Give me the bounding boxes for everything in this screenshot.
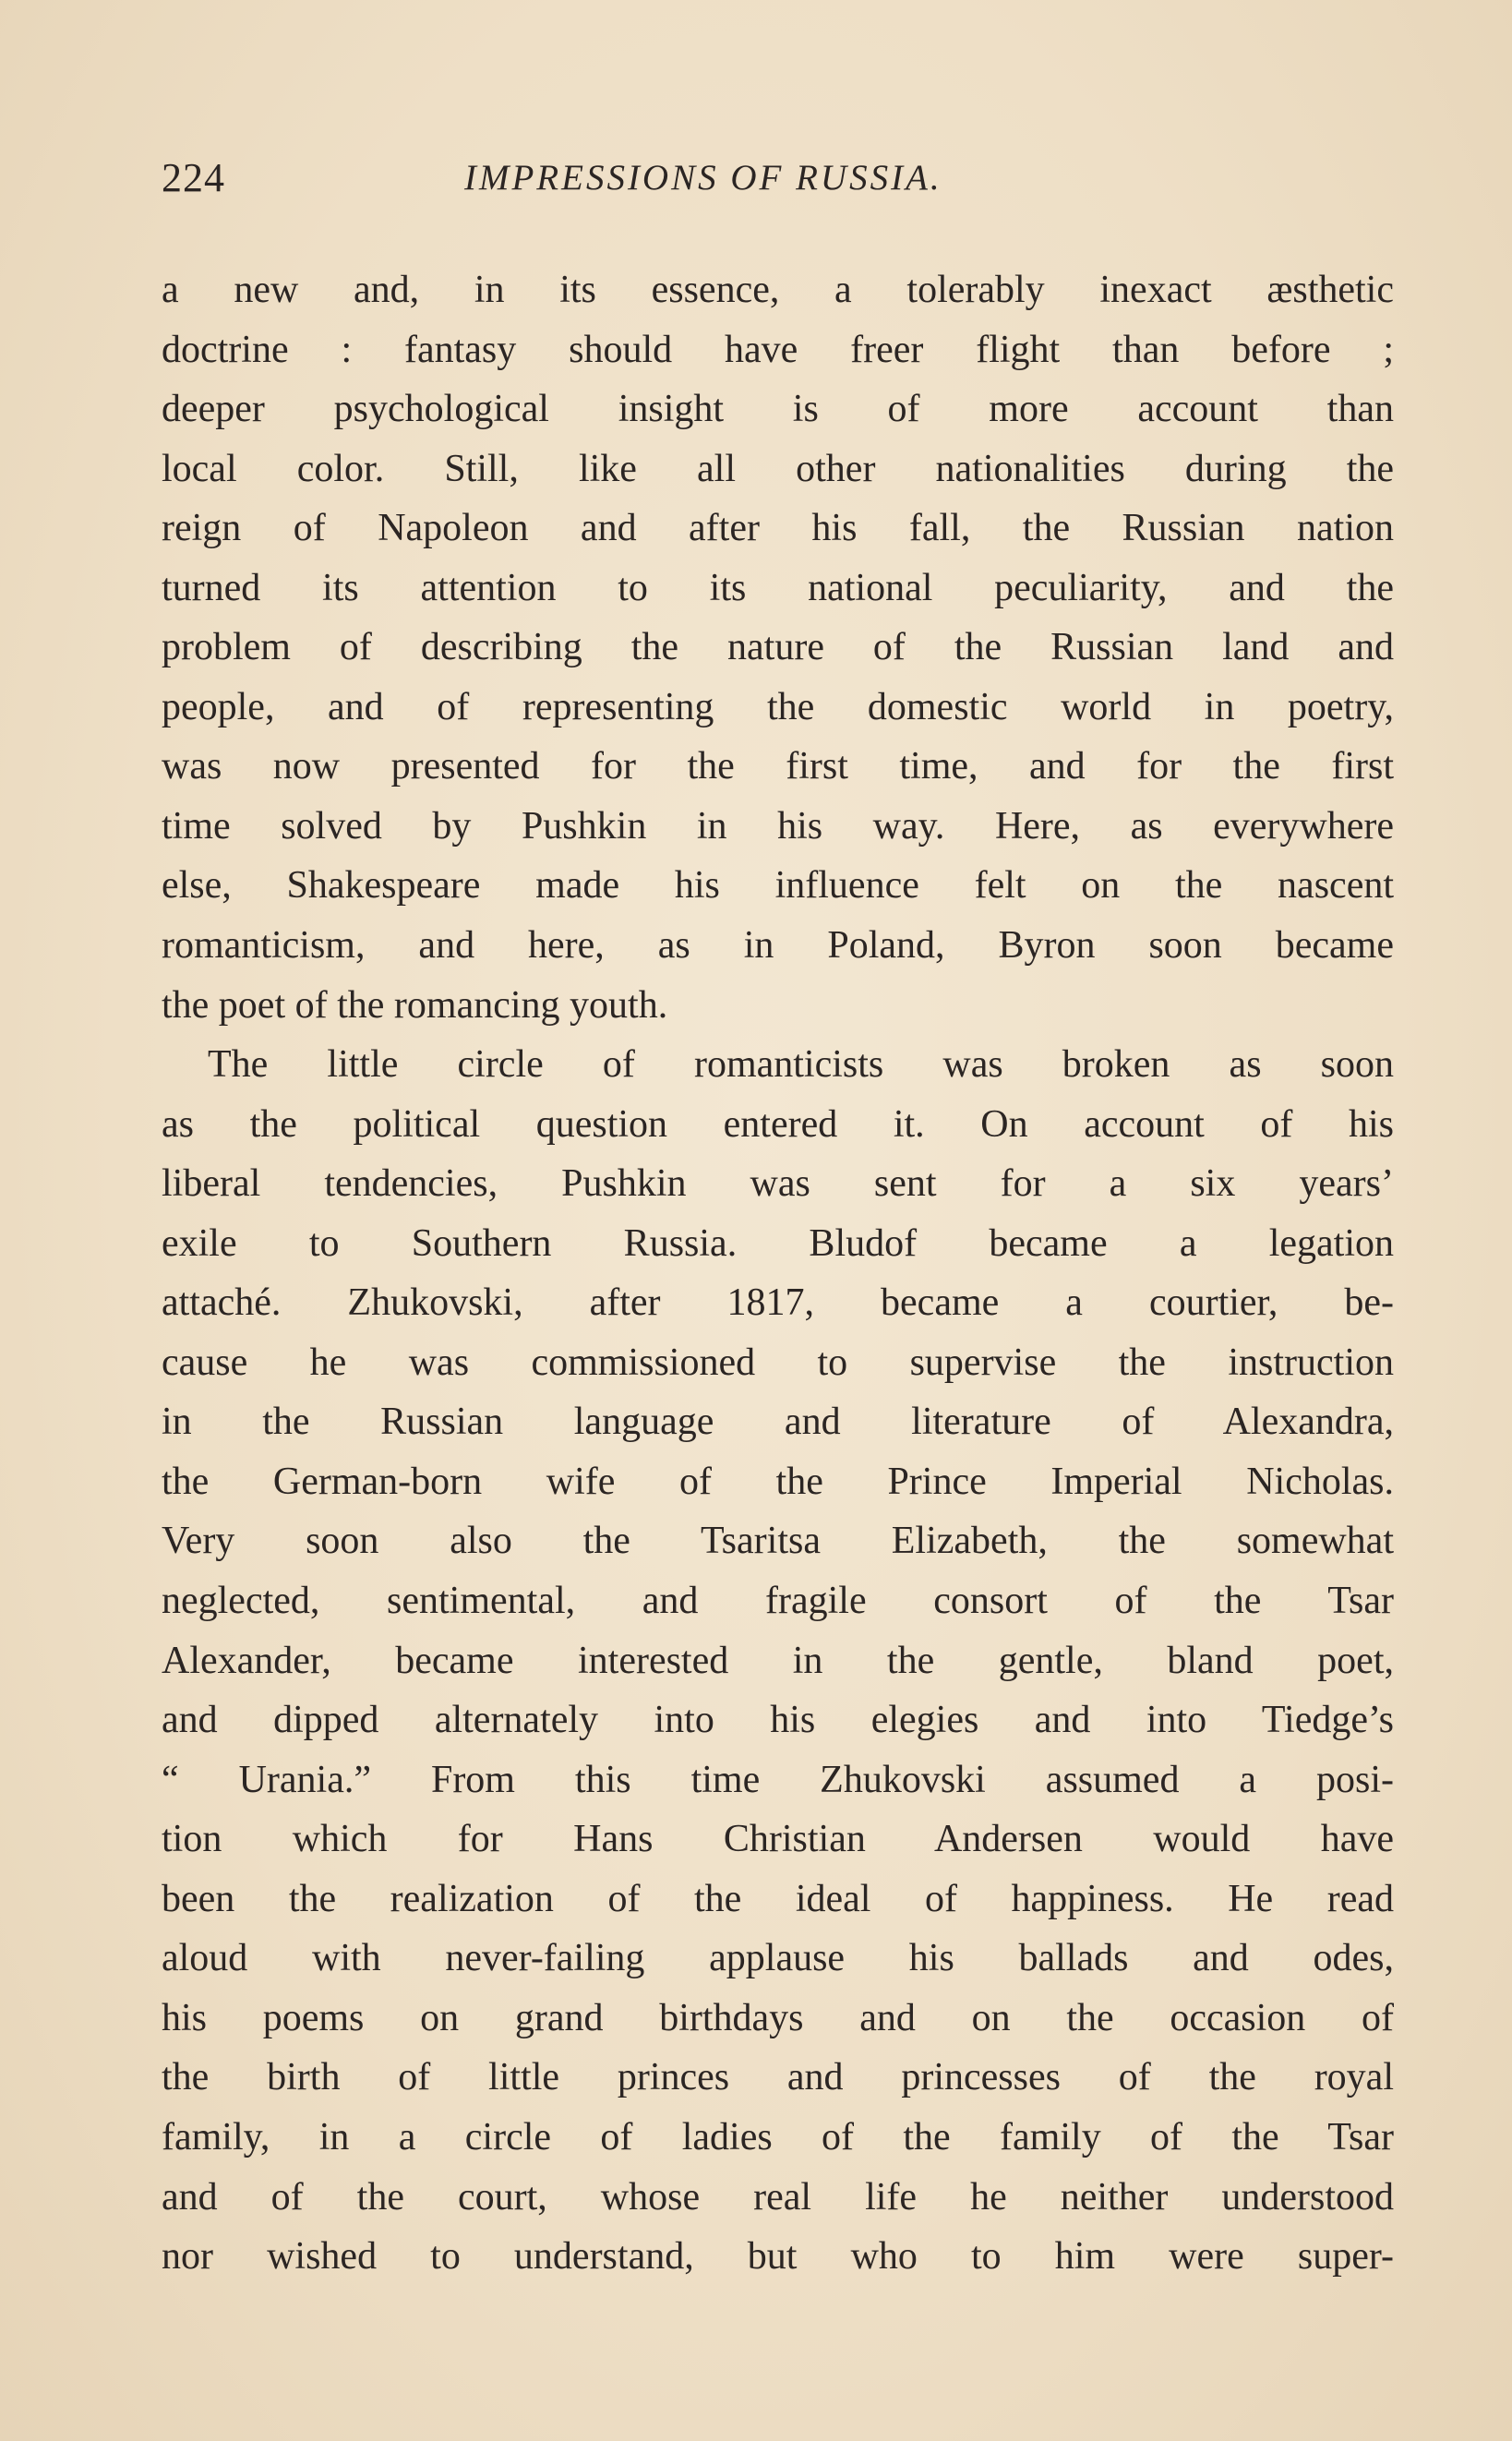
- text-line: reign of Napoleon and after his fall, the Russian nation: [162, 507, 1394, 550]
- text-line: neglected, sentimental, and fragile consort of the Tsar: [162, 1580, 1394, 1623]
- text-line: aloud with never-failing applause his ballads and odes,: [162, 1937, 1394, 1980]
- text-line: doctrine : fantasy should have freer flight than before ;: [162, 328, 1394, 371]
- text-line: deeper psychological insight is of more account than: [162, 388, 1394, 431]
- text-line: cause he was commissioned to supervise the instruction: [162, 1341, 1394, 1384]
- text-line: nor wished to understand, but who to him were super-: [162, 2235, 1394, 2279]
- text-line: been the realization of the ideal of happiness. He read: [162, 1877, 1394, 1920]
- text-line: else, Shakespeare made his influence felt on the nascent: [162, 864, 1394, 908]
- text-line: tion which for Hans Christian Andersen would have: [162, 1818, 1394, 1861]
- text-line: local color. Still, like all other nationalities during the: [162, 447, 1394, 490]
- text-line: “ Urania.” From this time Zhukovski assumed a posi-: [162, 1758, 1394, 1801]
- text-line: exile to Southern Russia. Bludof became a legation: [162, 1221, 1394, 1265]
- text-line: in the Russian language and literature of Alexandra,: [162, 1401, 1394, 1444]
- text-line: a new and, in its essence, a tolerably inexact æsthetic: [162, 269, 1394, 311]
- body-text: [162, 260, 1394, 2287]
- running-title: IMPRESSIONS OF RUSSIA.: [464, 158, 942, 198]
- text-line: as the political question entered it. On account of his: [162, 1102, 1394, 1146]
- text-line: time solved by Pushkin in his way. Here, as everywhere: [162, 804, 1394, 848]
- text-line: and of the court, whose real life he neither understood: [162, 2175, 1394, 2219]
- page-number: 224: [162, 155, 225, 200]
- text-line: people, and of representing the domestic world in poetry,: [162, 685, 1394, 728]
- text-line: attaché. Zhukovski, after 1817, became a courtier, be-: [162, 1281, 1394, 1325]
- text-line: the birth of little princes and princesses of the royal: [162, 2056, 1394, 2099]
- page-header: [162, 146, 1394, 210]
- text-line: and dipped alternately into his elegies and into Tiedge’s: [162, 1699, 1394, 1742]
- text-line: problem of describing the nature of the Russian land and: [162, 626, 1394, 669]
- text-line: family, in a circle of ladies of the family of the Tsar: [162, 2115, 1394, 2158]
- text-line: Alexander, became interested in the gentle, bland poet,: [162, 1639, 1394, 1682]
- paragraph-end-line: the poet of the romancing youth.: [162, 983, 668, 1027]
- text-line: liberal tendencies, Pushkin was sent for a six years’: [162, 1162, 1394, 1206]
- paragraph-start-line: The little circle of romanticists was broken as soon: [208, 1043, 1394, 1087]
- text-line: romanticism, and here, as in Poland, Byron soon became: [162, 924, 1394, 968]
- text-line: the German-born wife of the Prince Imperial Nicholas.: [162, 1460, 1394, 1503]
- text-line: was now presented for the first time, and for the first: [162, 745, 1394, 788]
- text-line: Very soon also the Tsaritsa Elizabeth, the somewhat: [162, 1520, 1394, 1563]
- text-line: turned its attention to its national peculiarity, and the: [162, 566, 1394, 609]
- text-line: his poems on grand birthdays and on the occasion of: [162, 1996, 1394, 2039]
